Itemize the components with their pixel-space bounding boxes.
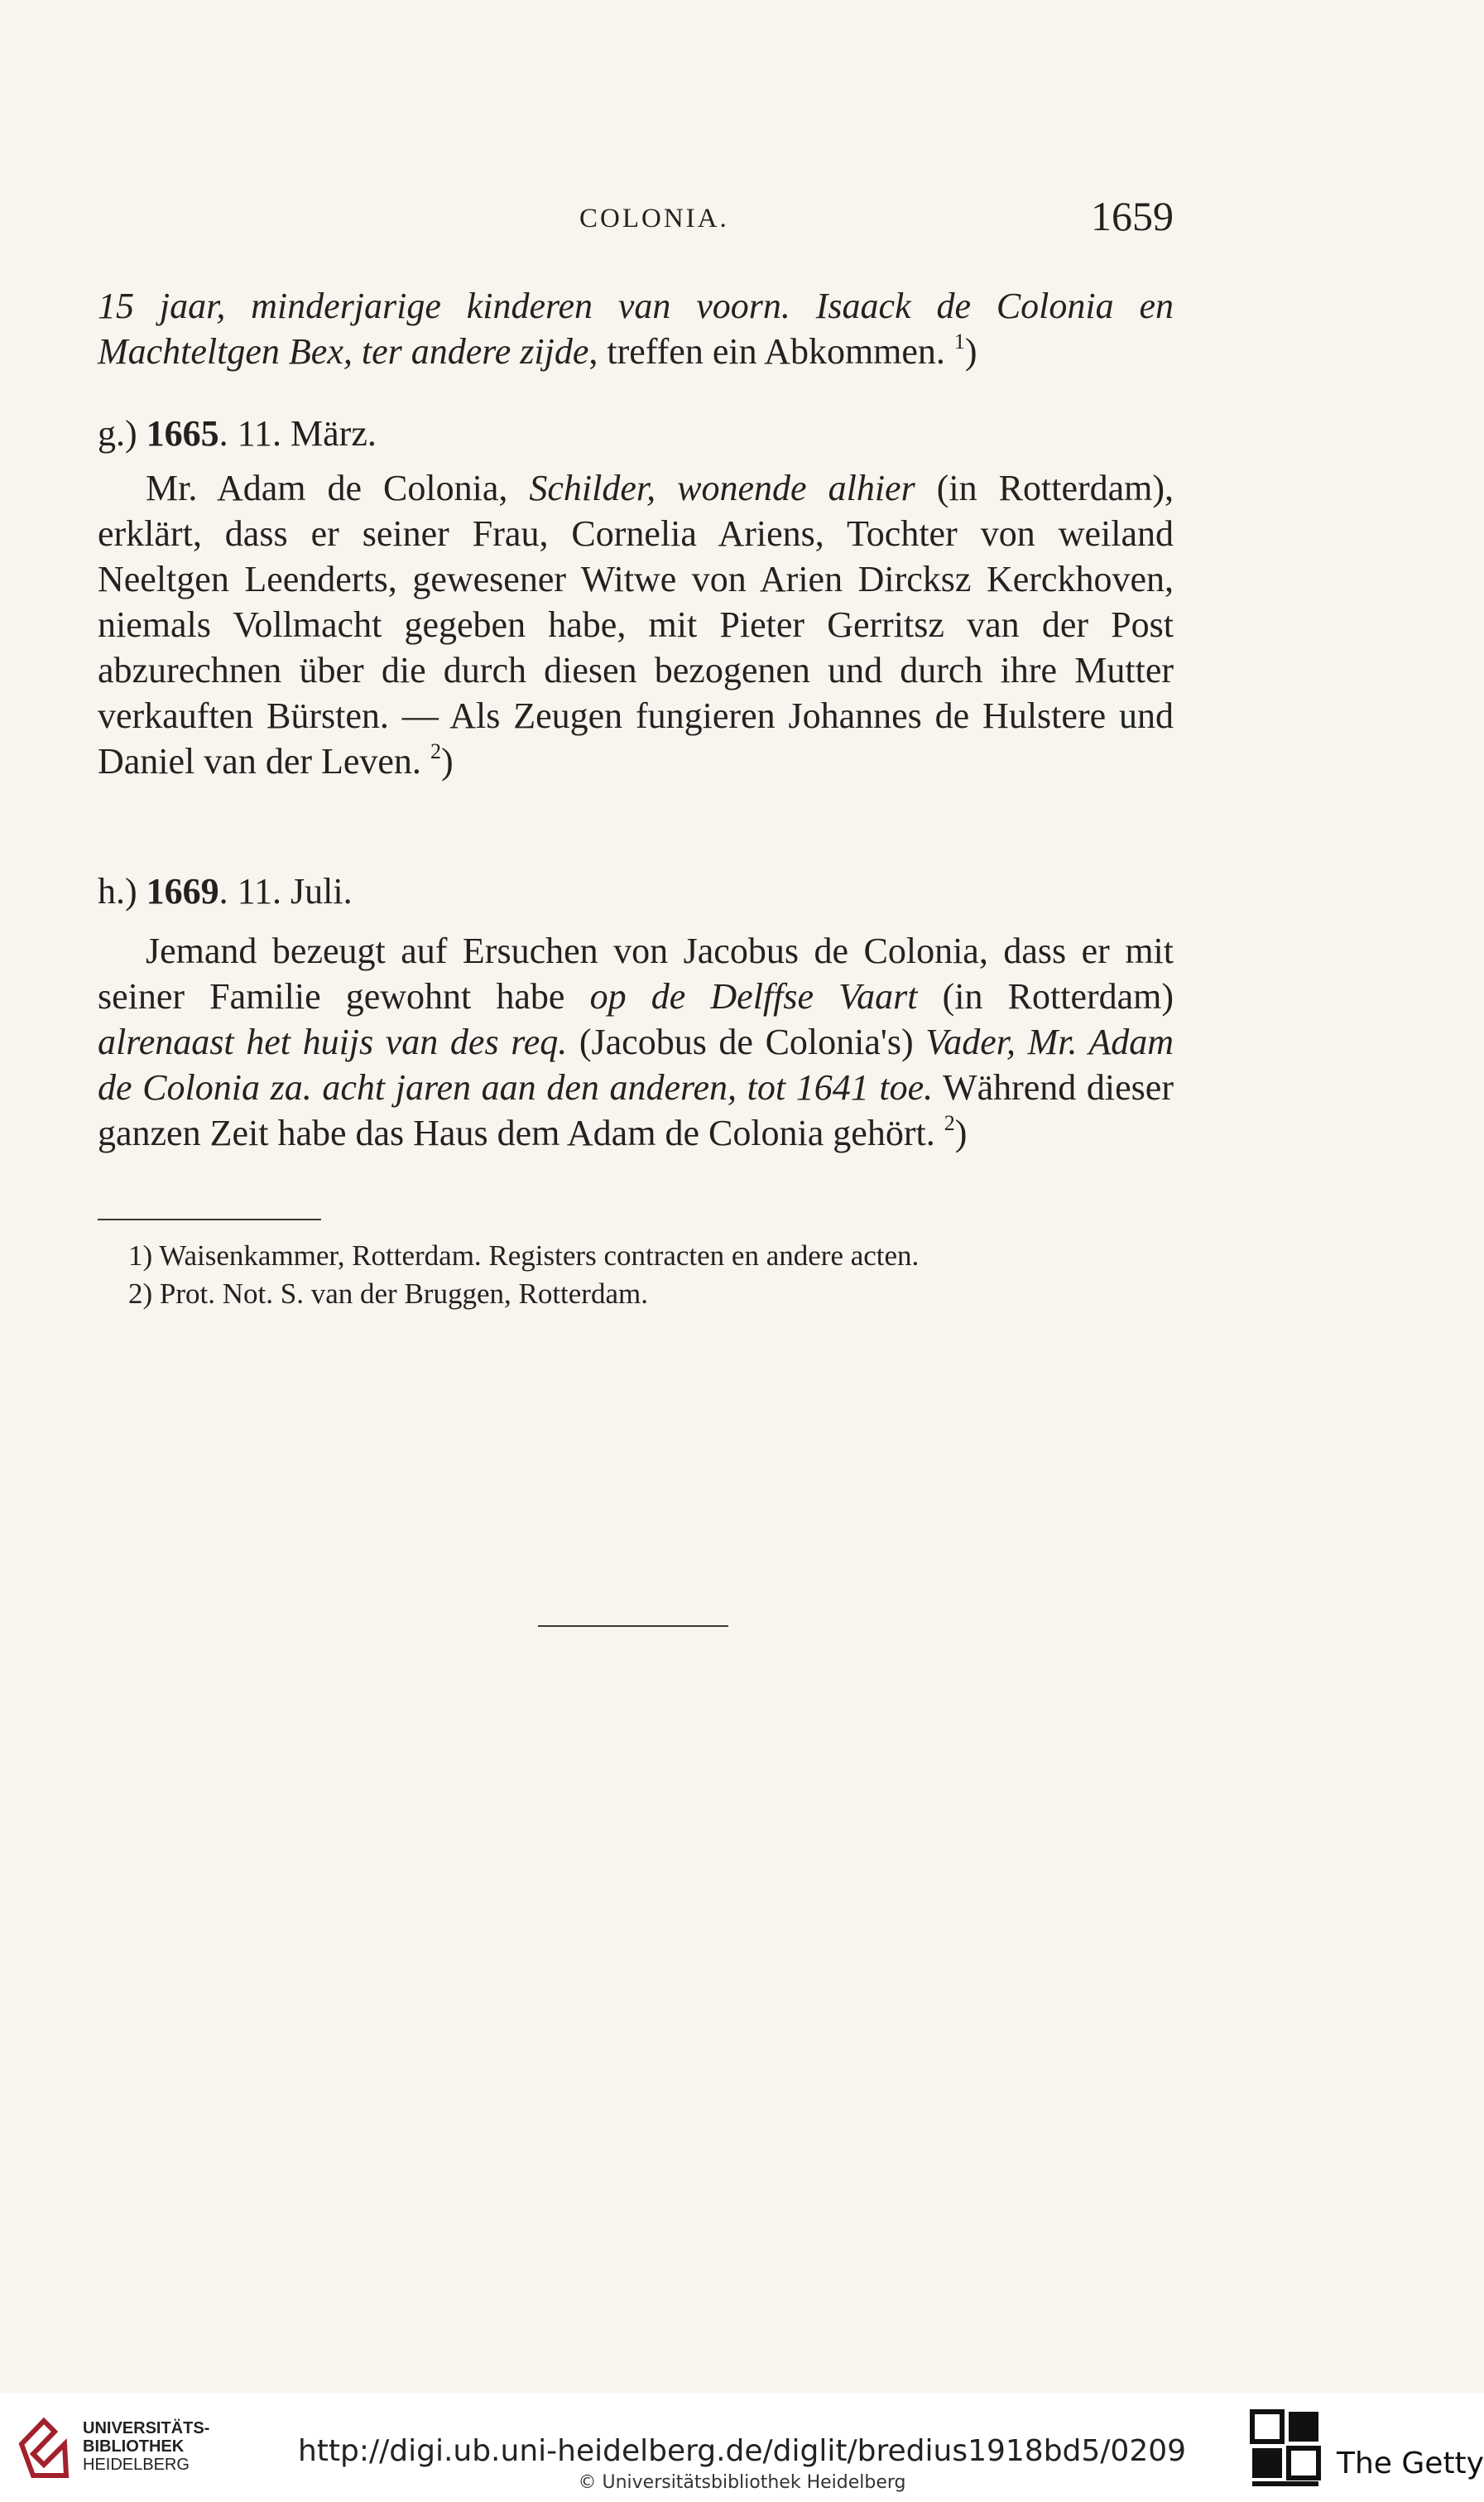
footnote-divider [98,1219,321,1220]
text: (in Rotterdam) [942,976,1174,1017]
footnote-ref: 2 [944,1111,955,1135]
entry-heading-h [98,870,353,912]
footnote-2: 2) Prot. Not. S. van der Bruggen, Rotterdam. [128,1277,648,1310]
footnote-ref: 1 [953,330,965,354]
text: (in Rotterdam), erklärt, dass er seiner Frau, Cornelia Ariens, Tochter von weiland Neeltgen Leenderts, gewesener Witwe von Arien Dircksz Kerckhoven, niemals Vollmacht gegeben habe, mit Pieter Gerritsz van der Post abzurechnen über die durch diesen bezogenen und durch ihre Mutter verkauften Bürsten. — Als Zeugen fungieren Johannes de Hulstere und Daniel van der Leven. [98,468,1174,782]
entry-label: h.) [98,871,137,912]
italic-text: alrenaast het huijs van des req. [98,1022,568,1062]
text: Jemand bezeugt auf Ersuchen von Jacobus de Colonia, dass er mit seiner Familie gewohnt habe [98,931,1174,1017]
footnote-ref: 2 [430,739,441,763]
entry-date: . 11. März. [219,413,377,454]
footnotes [128,1237,1204,1313]
text: , treffen ein Abkommen. [588,331,945,372]
entry-heading-g [98,412,377,455]
entry-label: g.) [98,413,137,454]
page-number: 1659 [1091,193,1174,239]
text: Mr. Adam de Colonia, [146,468,508,508]
end-rule [538,1625,728,1627]
getty-logo-icon [1246,2405,1328,2496]
permalink-url[interactable]: http://digi.ub.uni-heidelberg.de/diglit/bredius1918bd5/0209 [297,2434,1187,2468]
university-library-name: UNIVERSITÄTS- BIBLIOTHEK HEIDELBERG [83,2419,210,2474]
text: Während dieser ganzen Zeit habe das Haus dem Adam de Colonia gehört. [98,1067,1174,1153]
italic-text: Vader, Mr. Adam de Colonia za. acht jaren aan den anderen, tot 1641 toe. [98,1022,1174,1108]
text: ) [954,1113,968,1153]
getty-partner-name: The Getty [1337,2447,1484,2480]
paragraph-entry-h [98,928,1174,1156]
footnote-1: 1) Waisenkammer, Rotterdam. Registers contracten en andere acten. [128,1239,920,1272]
entry-year: 1669 [146,871,219,912]
running-head [0,192,1484,242]
text: (Jacobus de Colonia's) [579,1022,914,1062]
italic-text: 15 jaar, minderjarige kinderen van voorn. Isaack de Colonia en Machteltgen Bex, ter andere zijde [98,286,1174,372]
copyright-notice: © Universitätsbibliothek Heidelberg [578,2472,906,2493]
running-title: COLONIA. [579,204,729,233]
entry-year: 1665 [146,413,219,454]
entry-date: . 11. Juli. [219,871,353,912]
paragraph-entry-g [98,465,1174,784]
text: ) [964,331,977,372]
italic-text: op de Delffse Vaart [589,976,918,1017]
text: ) [440,741,454,782]
paragraph-continuation [98,283,1174,374]
italic-text: Schilder, wonende alhier [529,468,915,508]
